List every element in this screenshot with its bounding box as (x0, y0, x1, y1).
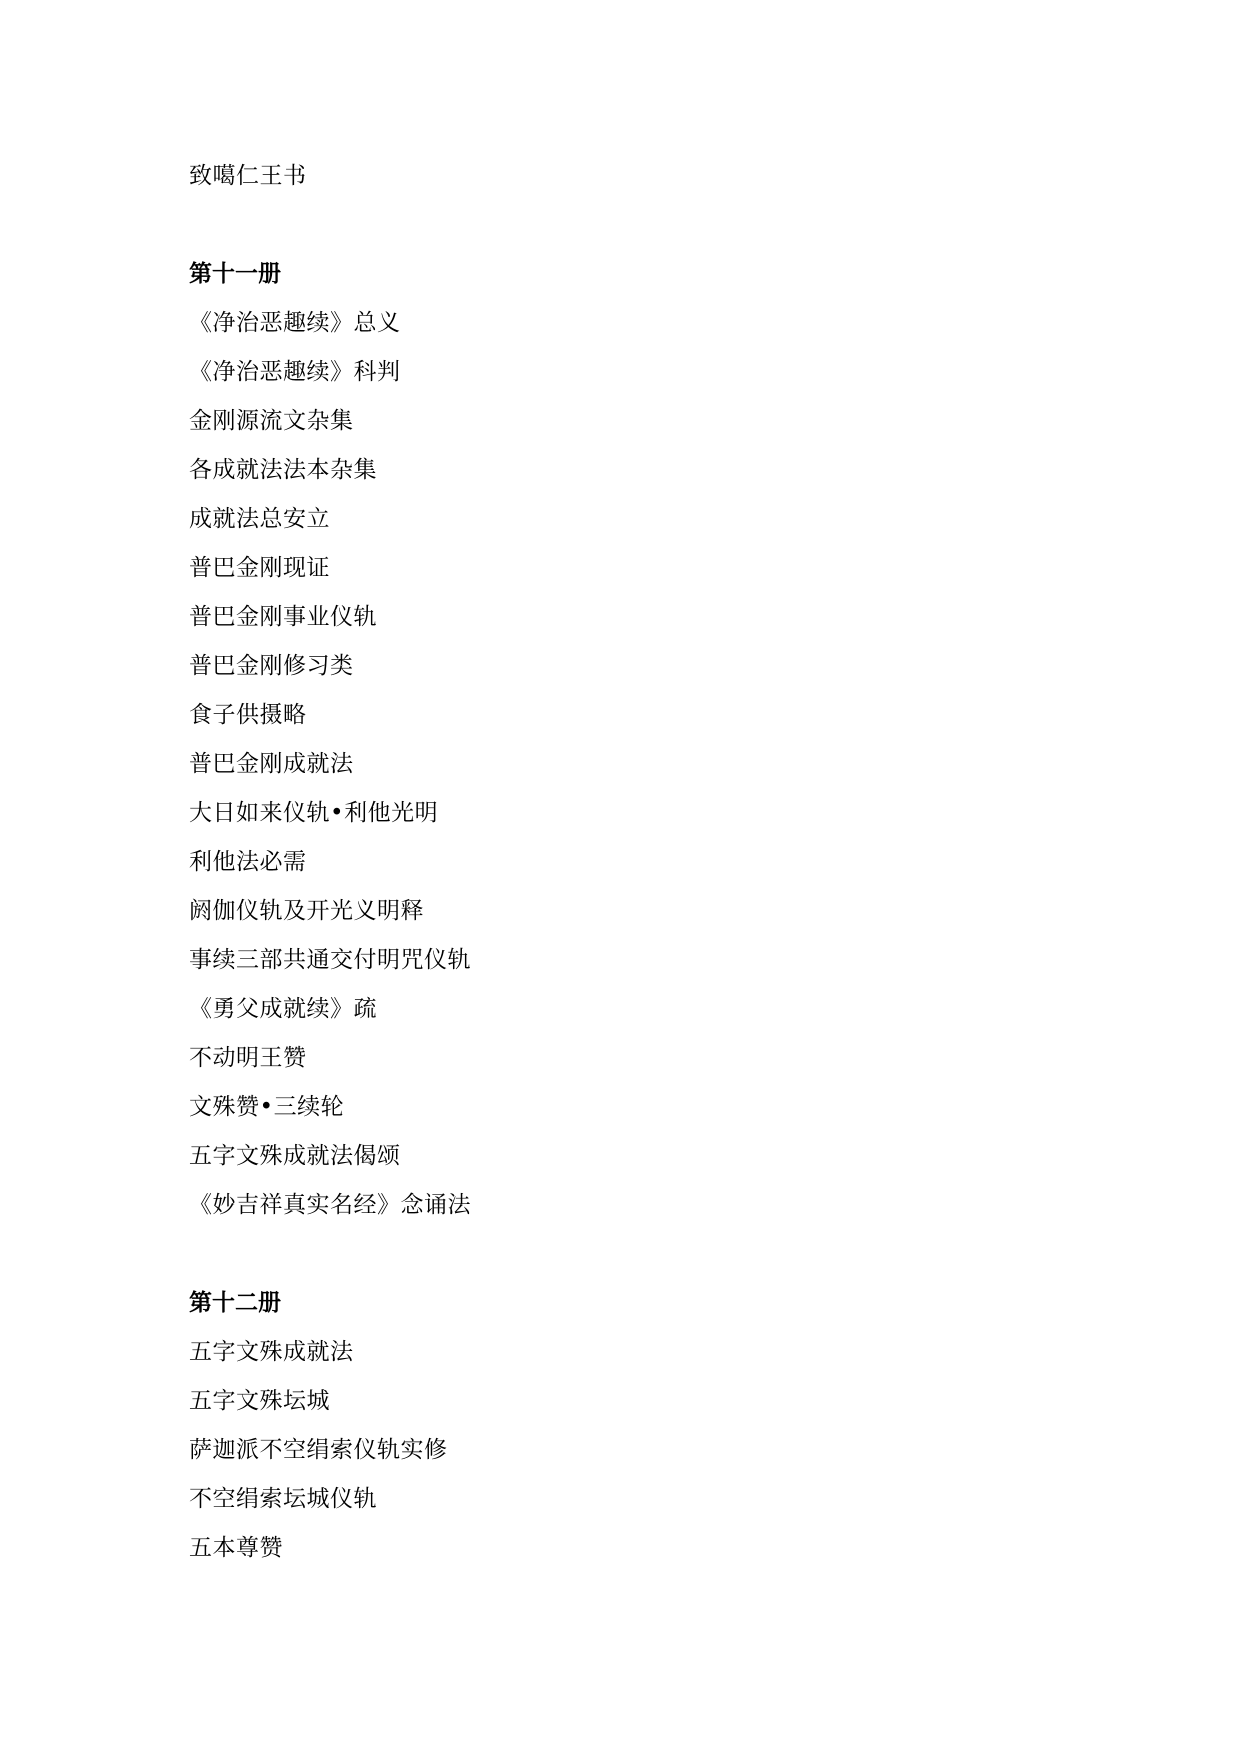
toc-item: 《净治恶趣续》科判 (189, 359, 401, 385)
toc-item: 不空绢索坛城仪轨 (189, 1486, 377, 1512)
toc-item: 《净治恶趣续》总义 (189, 310, 401, 336)
toc-item: 食子供摄略 (189, 702, 307, 728)
toc-item: 文殊赞•三续轮 (189, 1094, 345, 1120)
toc-item: 大日如来仪轨•利他光明 (189, 800, 439, 826)
toc-item: 《勇父成就续》疏 (189, 996, 377, 1022)
toc-item: 阏伽仪轨及开光义明释 (189, 898, 424, 924)
toc-item: 普巴金刚修习类 (189, 653, 354, 679)
toc-item: 五字文殊成就法偈颂 (189, 1143, 401, 1169)
toc-item: 普巴金刚事业仪轨 (189, 604, 377, 630)
section-title-volume-11: 第十一册 (189, 261, 281, 287)
toc-item: 普巴金刚成就法 (189, 751, 354, 777)
toc-item: 不动明王赞 (189, 1045, 307, 1071)
toc-item: 成就法总安立 (189, 506, 330, 532)
toc-item: 五本尊赞 (189, 1535, 283, 1561)
toc-item: 各成就法法本杂集 (189, 457, 377, 483)
section-gap (189, 1230, 1089, 1279)
section-items-volume-11 (189, 299, 1089, 1230)
toc-item: 利他法必需 (189, 849, 307, 875)
toc-item: 普巴金刚现证 (189, 555, 330, 581)
toc-item: 金刚源流文杂集 (189, 408, 354, 434)
toc-item: 萨迦派不空绢索仪轨实修 (189, 1437, 448, 1463)
toc-list (189, 152, 1089, 1573)
toc-item-intro: 致噶仁王书 (189, 163, 307, 189)
section-title-volume-12: 第十二册 (189, 1290, 281, 1316)
toc-item: 五字文殊成就法 (189, 1339, 354, 1365)
toc-item: 事续三部共通交付明咒仪轨 (189, 947, 471, 973)
section-gap (189, 201, 1089, 250)
section-items-volume-12 (189, 1328, 1089, 1573)
toc-item: 《妙吉祥真实名经》念诵法 (189, 1192, 471, 1218)
toc-item: 五字文殊坛城 (189, 1388, 330, 1414)
